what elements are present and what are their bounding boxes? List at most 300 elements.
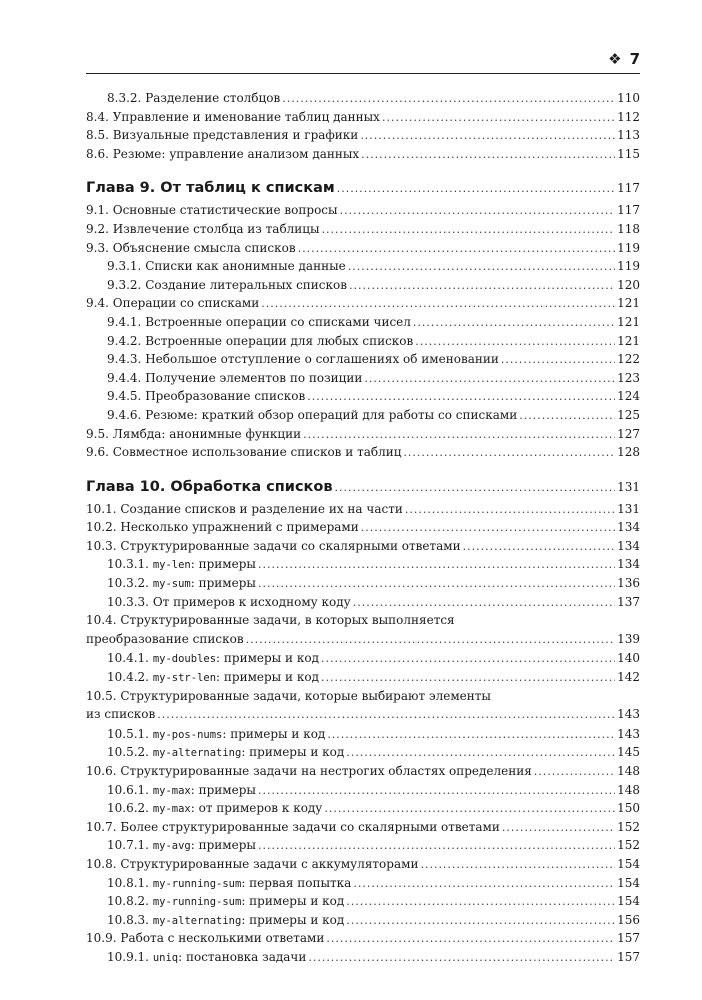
page-ref: 118 [617, 221, 640, 236]
section-number: 9.3.1. [107, 259, 142, 274]
entry-title [107, 332, 413, 351]
section-number: 10.3.1. [107, 557, 149, 572]
toc-entry[interactable] [86, 874, 640, 893]
page-ref: 128 [617, 445, 640, 460]
page-ref: 143 [617, 726, 640, 741]
entry-title [86, 855, 418, 874]
entry-text: Создание литеральных списков [145, 277, 347, 292]
page-ref: 145 [617, 745, 640, 760]
code-identifier: my-running-sum [152, 896, 242, 909]
toc-line [107, 257, 640, 277]
toc-line [86, 474, 640, 501]
dot-leader [361, 146, 615, 165]
section-number: 10.4.2. [107, 670, 149, 685]
page-ref: 121 [617, 296, 640, 311]
page-ref: 124 [617, 389, 640, 404]
page-ref: 125 [617, 407, 640, 422]
page-ref: 157 [617, 931, 640, 946]
toc-entry[interactable] [86, 762, 640, 781]
page-ref: 117 [617, 203, 640, 218]
toc-line [86, 537, 640, 557]
section-number: 10.3.2. [107, 576, 149, 591]
code-identifier: my-sum [152, 578, 191, 591]
entry-text: Более структурированные задачи со скалярными ответами [120, 819, 500, 834]
dot-leader [321, 669, 615, 688]
toc-entry[interactable] [86, 332, 640, 351]
section-number: 8.6. [86, 146, 109, 161]
toc-line [86, 443, 640, 463]
dot-leader [157, 706, 615, 725]
toc-line [86, 705, 640, 725]
page-ref: 157 [617, 949, 640, 964]
toc-entry[interactable] [86, 108, 640, 127]
page-ref: 148 [617, 782, 640, 797]
toc-entry[interactable] [86, 743, 640, 762]
dot-leader [322, 221, 616, 240]
entry-text: : примеры и код [216, 651, 319, 666]
section-number: 10.3. [86, 538, 117, 553]
entry-text: Встроенные операции для любых списков [145, 333, 414, 348]
page-ref: 136 [617, 576, 640, 591]
entry-title [107, 649, 319, 669]
toc-entry[interactable] [86, 687, 640, 725]
toc-line [107, 369, 640, 389]
page-ref: 115 [617, 146, 640, 161]
toc-entry[interactable] [86, 911, 640, 930]
page-ref: 119 [617, 240, 640, 255]
dot-leader [298, 240, 616, 259]
toc-entry[interactable] [86, 500, 640, 519]
entry-title [107, 350, 499, 369]
section-number: 10.1. [86, 501, 117, 516]
entry-title [86, 425, 301, 444]
toc-line [86, 126, 640, 146]
dot-leader [534, 763, 615, 782]
code-identifier: my-doubles [152, 653, 217, 666]
page-header [86, 52, 640, 74]
entry-text: : от примеров к коду [190, 801, 323, 816]
page-ref: 121 [617, 333, 640, 348]
section-number: 9.3. [86, 240, 109, 255]
dot-leader [420, 856, 615, 875]
toc-entry[interactable] [86, 294, 640, 313]
section-number: 10.2. [86, 520, 117, 535]
section-number: 10.4.1. [107, 651, 149, 666]
section-number: 10.7.1. [107, 838, 149, 853]
entry-title [86, 201, 338, 220]
entry-title [107, 743, 344, 763]
toc-line [107, 574, 640, 594]
section-number: 9.6. [86, 445, 109, 460]
toc-entry[interactable] [86, 126, 640, 145]
section-number: 10.5.1. [107, 726, 149, 741]
toc-entry[interactable] [86, 668, 640, 687]
toc-entry[interactable] [86, 929, 640, 948]
entry-text: Работа с несколькими ответами [120, 931, 325, 946]
entry-title [107, 799, 322, 819]
entry-text: Получение элементов по позиции [145, 370, 363, 385]
toc-line [107, 874, 640, 894]
section-number: 10.8. [86, 856, 117, 871]
page-ref: 127 [617, 426, 640, 441]
entry-text: : примеры [190, 782, 256, 797]
toc-line [107, 350, 640, 370]
toc-entry[interactable] [86, 649, 640, 668]
code-identifier: uniq [152, 951, 179, 964]
page-ref: 121 [617, 314, 640, 329]
page-ref: 110 [617, 91, 640, 105]
code-identifier: my-str-len [152, 672, 217, 685]
page-ref: 156 [617, 912, 640, 927]
entry-title [86, 126, 358, 145]
entry-title [107, 892, 344, 912]
dot-leader [258, 575, 615, 594]
entry-title [86, 443, 401, 462]
section-number: 9.1. [86, 203, 109, 218]
entry-title: Структурированные задачи, которые выбирают элементы [120, 688, 491, 703]
entry-text: Управление и именование таблиц данных [112, 109, 380, 124]
code-identifier: my-max [152, 784, 191, 797]
toc-line [86, 818, 640, 838]
toc-line [86, 294, 640, 314]
page-ref: 154 [617, 856, 640, 871]
dot-leader [403, 444, 615, 463]
chapter-title: Глава 9. От таблиц к спискам [86, 180, 335, 197]
entry-text: Структурированные задачи с аккумуляторами [120, 856, 419, 871]
page-ref: 150 [617, 801, 640, 816]
page-ref: 142 [617, 670, 640, 685]
chapter-heading[interactable] [86, 474, 640, 500]
table-of-contents [86, 89, 640, 967]
page-ref: 120 [617, 277, 640, 292]
entry-text: : примеры и код [216, 670, 319, 685]
entry-title [107, 781, 256, 801]
entry-title [107, 369, 362, 388]
page-ref: 131 [617, 479, 640, 494]
toc-entry[interactable] [86, 406, 640, 425]
page-ref: 140 [617, 651, 640, 666]
entry-text: Объяснение смысла списков [112, 240, 296, 255]
page-ref: 131 [617, 501, 640, 516]
code-identifier: my-alternating [152, 914, 242, 927]
toc-line [107, 313, 640, 333]
entry-text: Небольшое отступление о соглашениях об именовании [145, 352, 499, 367]
toc-line [107, 668, 640, 688]
entry-text: : примеры и код [222, 726, 326, 741]
entry-title [107, 911, 344, 931]
dot-leader [360, 127, 615, 146]
toc-entry[interactable] [86, 725, 640, 744]
dot-leader [261, 295, 615, 314]
section-number: 9.3.2. [107, 277, 142, 292]
entry-text: : примеры и код [241, 894, 345, 909]
section-number: 9.4.3. [107, 352, 142, 367]
dot-leader [382, 109, 615, 128]
entry-text: : примеры [190, 838, 256, 853]
section-number: 10.8.1. [107, 875, 149, 890]
section-number: 10.5. [86, 688, 117, 703]
entry-title [86, 220, 320, 239]
page-ref: 152 [617, 819, 640, 834]
dot-leader [258, 556, 615, 575]
toc-line [86, 201, 640, 221]
section-number: 10.6.1. [107, 782, 149, 797]
section-number: 10.9. [86, 931, 117, 946]
dot-leader [308, 949, 615, 968]
toc-line [107, 555, 640, 575]
section-number: 8.4. [86, 109, 109, 124]
toc-line [86, 855, 640, 875]
code-identifier: my-running-sum [152, 877, 242, 890]
dot-leader [340, 202, 616, 221]
page-ref: 122 [617, 352, 640, 367]
page-ref: 143 [617, 707, 640, 722]
section-number: 9.5. [86, 426, 109, 441]
toc-line [107, 593, 640, 613]
entry-text: Создание списков и разделение их на части [120, 501, 403, 516]
page-ref: 148 [617, 764, 640, 778]
toc-entry[interactable] [86, 836, 640, 855]
entry-title [107, 276, 347, 295]
page-ref: 154 [617, 875, 640, 890]
toc-line [107, 387, 640, 407]
dot-leader [282, 90, 615, 109]
toc-line [86, 762, 640, 782]
toc-line [107, 332, 640, 352]
page-ref: 112 [617, 109, 640, 124]
toc-entry[interactable] [86, 387, 640, 406]
page-ref: 123 [617, 370, 640, 385]
toc-entry[interactable] [86, 350, 640, 369]
entry-text: Структурированные задачи на нестрогих областях определения [120, 764, 532, 778]
toc-line [86, 108, 640, 128]
section-number: 9.4.6. [107, 407, 142, 422]
entry-title [86, 108, 380, 127]
toc-entry[interactable] [86, 425, 640, 444]
entry-title [86, 762, 532, 781]
header-page-marker [608, 50, 640, 68]
entry-title [86, 818, 500, 837]
toc-line [86, 500, 640, 520]
entry-title [107, 387, 305, 406]
toc-entry[interactable] [86, 518, 640, 537]
entry-title [107, 593, 351, 612]
dot-leader [348, 258, 615, 277]
toc-entry[interactable] [86, 781, 640, 800]
entry-title [107, 555, 256, 575]
entry-text: Списки как анонимные данные [145, 259, 346, 274]
entry-title [107, 313, 411, 332]
toc-line [107, 406, 640, 426]
ornament-icon: ❖ [608, 50, 622, 68]
entry-title [107, 406, 517, 425]
dot-leader [326, 930, 615, 949]
toc-line [86, 239, 640, 259]
entry-text: : примеры и код [241, 745, 345, 760]
chapter-title: Глава 10. Обработка списков [86, 478, 333, 495]
entry-title [107, 668, 319, 688]
entry-text: Основные статистические вопросы [112, 203, 338, 218]
code-identifier: my-pos-nums [152, 728, 223, 741]
section-number: 10.7. [86, 819, 117, 834]
entry-title [86, 239, 296, 258]
section-number: 10.6.2. [107, 801, 149, 816]
toc-line [107, 948, 640, 968]
entry-text: Извлечение столбца из таблицы [112, 221, 320, 236]
dot-leader [349, 277, 615, 296]
entry-title [86, 145, 359, 164]
toc-entry[interactable] [86, 89, 640, 108]
entry-title [107, 874, 351, 894]
toc-entry[interactable] [86, 948, 640, 967]
section-number: 8.5. [86, 128, 109, 143]
toc-entry[interactable] [86, 574, 640, 593]
entry-title [107, 725, 325, 745]
toc-line [107, 725, 640, 745]
page-ref: 137 [617, 594, 640, 609]
section-number: 10.8.2. [107, 894, 149, 909]
dot-leader [463, 538, 615, 557]
page-ref: 134 [617, 538, 640, 553]
entry-title [86, 518, 359, 537]
toc-entry[interactable] [86, 593, 640, 612]
section-number: 10.6. [86, 764, 117, 778]
dot-leader [361, 519, 615, 538]
toc-entry[interactable] [86, 892, 640, 911]
page-ref: 134 [617, 520, 640, 535]
entry-title [107, 836, 256, 856]
toc-entry[interactable] [86, 257, 640, 276]
entry-text: : постановка задачи [178, 949, 307, 964]
section-number: 10.9.1. [107, 949, 149, 964]
section-number: 8.3.2. [107, 91, 142, 105]
dot-leader [364, 370, 615, 389]
entry-text: От примеров к исходному коду [152, 594, 351, 609]
toc-line [86, 175, 640, 202]
entry-text: Совместное использование списков и таблиц [112, 445, 402, 460]
section-number: 10.5.2. [107, 745, 149, 760]
entry-title [107, 574, 256, 594]
dot-leader [335, 475, 616, 501]
toc-line [107, 89, 640, 109]
entry-text: Операции со списками [112, 296, 260, 311]
section-number: 9.4.1. [107, 314, 142, 329]
dot-leader [303, 426, 615, 445]
dot-leader [415, 333, 615, 352]
toc-entry[interactable] [86, 799, 640, 818]
toc-entry[interactable] [86, 276, 640, 295]
entry-title: Структурированные задачи, в которых выполняется [120, 613, 455, 628]
page-ref: 139 [617, 631, 640, 646]
toc-line [86, 518, 640, 538]
toc-line [107, 799, 640, 819]
toc-entry[interactable] [86, 201, 640, 220]
dot-leader [413, 314, 615, 333]
dot-leader [321, 650, 615, 669]
toc-line [86, 630, 640, 650]
toc-entry[interactable] [86, 555, 640, 574]
entry-text: Преобразование списков [145, 389, 306, 404]
dot-leader [501, 351, 615, 370]
entry-title [107, 257, 346, 276]
dot-leader [519, 407, 615, 426]
toc-entry[interactable] [86, 443, 640, 462]
page-ref: 113 [617, 128, 640, 143]
toc-entry[interactable] [86, 855, 640, 874]
toc-line [86, 145, 640, 165]
dot-leader [258, 782, 615, 801]
entry-title [86, 500, 403, 519]
chapter-heading[interactable] [86, 175, 640, 201]
section-number: 9.4.5. [107, 389, 142, 404]
section-number: 10.4. [86, 613, 117, 628]
toc-entry[interactable] [86, 220, 640, 239]
toc-line [107, 743, 640, 763]
section-number: 9.4. [86, 296, 109, 311]
dot-leader [502, 819, 615, 838]
entry-title [86, 537, 461, 556]
entry-title-cont: преобразование списков [86, 631, 244, 646]
code-identifier: my-alternating [152, 747, 242, 760]
entry-text: Резюме: управление анализом данных [112, 146, 360, 161]
entry-text: Резюме: краткий обзор операций для работы со списками [145, 407, 518, 422]
entry-text: Разделение столбцов [145, 91, 281, 105]
toc-line [107, 649, 640, 669]
dot-leader [324, 800, 615, 819]
toc-entry[interactable] [86, 369, 640, 388]
page-ref: 119 [617, 259, 640, 274]
toc-entry[interactable] [86, 145, 640, 164]
header-rule [86, 73, 640, 74]
dot-leader [353, 875, 615, 894]
entry-title-cont: из списков [86, 707, 156, 722]
dot-leader [307, 388, 615, 407]
toc-line [86, 687, 640, 706]
page-number: 7 [629, 50, 640, 68]
dot-leader [346, 744, 615, 763]
entry-text: Визуальные представления и графики [112, 128, 359, 143]
toc-line [86, 425, 640, 445]
toc-line [86, 929, 640, 949]
dot-leader [353, 594, 615, 613]
code-identifier: my-max [152, 803, 191, 816]
code-identifier: my-len [152, 559, 191, 572]
section-number: 9.4.2. [107, 333, 142, 348]
toc-line [86, 611, 640, 630]
toc-entry[interactable] [86, 537, 640, 556]
toc-line [86, 220, 640, 240]
toc-entry[interactable] [86, 818, 640, 837]
toc-entry[interactable] [86, 239, 640, 258]
dot-leader [246, 631, 616, 650]
section-number: 10.3.3. [107, 594, 149, 609]
code-identifier: my-avg [152, 840, 191, 853]
toc-entry[interactable] [86, 313, 640, 332]
dot-leader [258, 837, 615, 856]
section-number: 9.2. [86, 221, 109, 236]
entry-text: : примеры [190, 576, 256, 591]
entry-title [86, 294, 259, 313]
entry-text: Лямбда: анонимные функции [112, 426, 302, 441]
entry-text: : первая попытка [241, 875, 352, 890]
entry-text: Структурированные задачи со скалярными ответами [120, 538, 461, 553]
toc-entry[interactable] [86, 611, 640, 649]
entry-text: Встроенные операции со списками чисел [145, 314, 411, 329]
dot-leader [346, 912, 615, 931]
entry-title [107, 89, 280, 108]
page-ref: 117 [617, 181, 640, 196]
entry-text: Несколько упражнений с примерами [120, 520, 359, 535]
